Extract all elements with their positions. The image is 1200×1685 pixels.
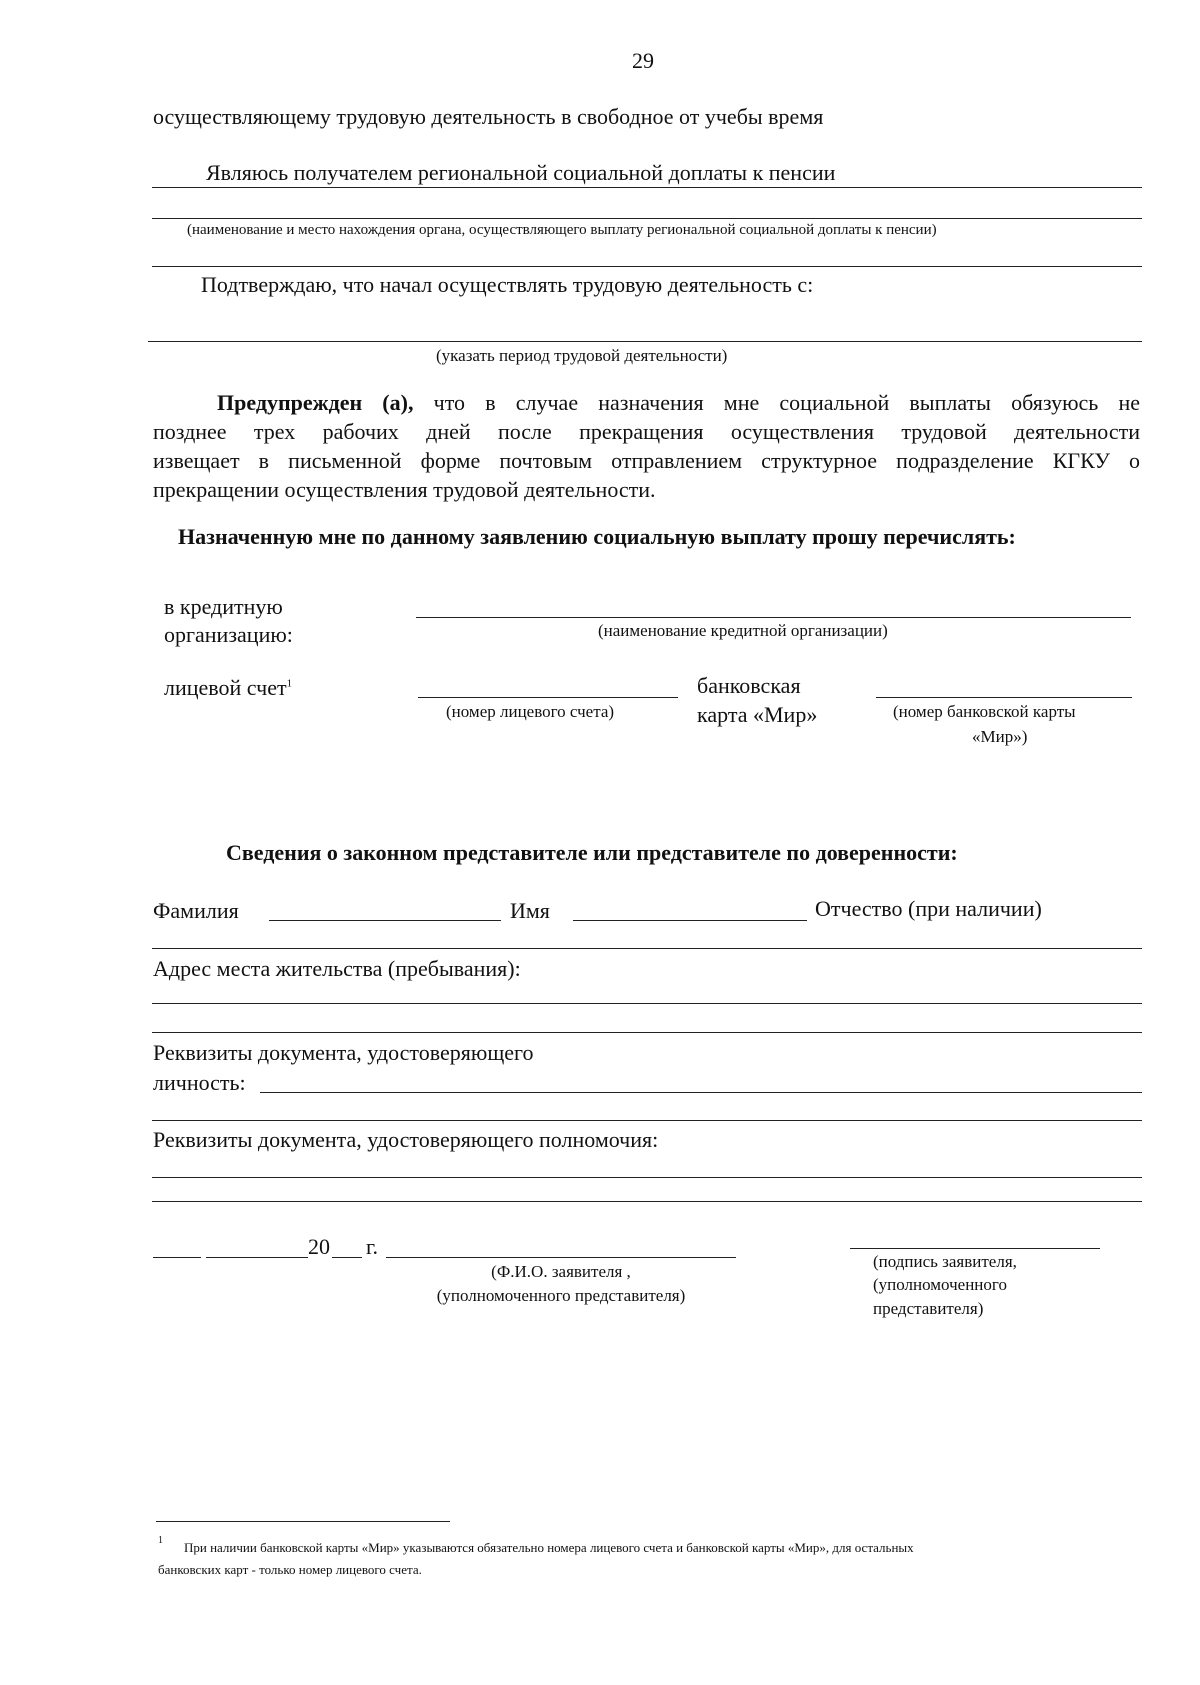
credit-org-input-line[interactable] xyxy=(416,617,1131,618)
signature-input-line[interactable] xyxy=(850,1248,1100,1249)
patronymic-input-line[interactable] xyxy=(152,948,1142,949)
card-caption-1: (номер банковской карты xyxy=(893,702,1076,721)
account-caption: (номер лицевого счета) xyxy=(446,702,615,721)
card-input-line[interactable] xyxy=(876,697,1132,698)
authority-doc-input-line-2[interactable] xyxy=(152,1201,1142,1202)
account-label xyxy=(164,675,292,701)
account-input-line[interactable] xyxy=(418,697,678,698)
footnote-separator xyxy=(156,1521,450,1522)
payment-heading: Назначенную мне по данному заявлению социальную выплату прошу перечислять: xyxy=(178,524,1016,549)
id-doc-label-2: личность: xyxy=(153,1070,246,1095)
warning-line-2: позднее трех рабочих дней после прекращения осуществления трудовой деятельности xyxy=(153,419,1140,444)
id-doc-input-line-2[interactable] xyxy=(152,1120,1142,1121)
page-number: 29 xyxy=(632,48,654,73)
footnote-mark: 1 xyxy=(158,1535,163,1546)
sign-caption-1: (подпись заявителя, xyxy=(873,1252,1017,1271)
period-caption: (указать период трудовой деятельности) xyxy=(436,346,728,365)
date-month-line[interactable] xyxy=(206,1257,308,1258)
authority-doc-label: Реквизиты документа, удостоверяющего полномочия: xyxy=(153,1127,659,1152)
name-input-line[interactable] xyxy=(573,920,807,921)
org-input-line-2[interactable] xyxy=(152,266,1142,267)
patronymic-label: Отчество (при наличии) xyxy=(815,896,1042,921)
fio-caption-1: (Ф.И.О. заявителя , xyxy=(491,1262,631,1281)
recipient-statement: Являюсь получателем региональной социальной доплаты к пенсии xyxy=(206,160,836,185)
date-year-suffix: г. xyxy=(366,1234,379,1259)
org-input-line[interactable] xyxy=(152,218,1142,219)
fio-caption-2: (уполномоченного представителя) xyxy=(436,1286,686,1305)
date-year-prefix: 20 xyxy=(308,1234,330,1259)
authority-doc-input-line-1[interactable] xyxy=(152,1177,1142,1178)
id-doc-label-1: Реквизиты документа, удостоверяющего xyxy=(153,1040,534,1065)
footnote-line-1: При наличии банковской карты «Мир» указываются обязательно номера лицевого счета и банковской карты «Мир», для остальных xyxy=(184,1540,914,1555)
footnote-line-2: банковских карт - только номер лицевого счета. xyxy=(158,1562,422,1577)
representative-heading: Сведения о законном представителе или представителе по доверенности: xyxy=(226,840,958,865)
address-label: Адрес места жительства (пребывания): xyxy=(153,956,521,981)
sign-caption-3: представителя) xyxy=(873,1299,984,1318)
address-input-line-2[interactable] xyxy=(152,1032,1142,1033)
address-input-line-1[interactable] xyxy=(152,1003,1142,1004)
account-label-text: лицевой счет xyxy=(164,675,287,700)
period-input-line[interactable] xyxy=(148,341,1142,342)
warning-line-1 xyxy=(153,390,1140,416)
fio-input-line[interactable] xyxy=(386,1257,736,1258)
recipient-underline xyxy=(152,187,1142,188)
credit-org-caption: (наименование кредитной организации) xyxy=(598,621,888,640)
intro-continuation: осуществляющему трудовую деятельность в свободное от учебы время xyxy=(153,104,824,129)
credit-org-label-1: в кредитную xyxy=(164,594,283,619)
warning-paragraph xyxy=(153,390,1140,503)
confirm-text: Подтверждаю, что начал осуществлять трудовую деятельность с: xyxy=(201,272,814,297)
id-doc-input-line-1[interactable] xyxy=(260,1092,1142,1093)
date-year-line[interactable] xyxy=(332,1257,362,1258)
warning-bold: Предупрежден (а), xyxy=(217,390,414,415)
warning-line-1-rest: что в случае назначения мне социальной выплаты обязуюсь не xyxy=(433,390,1140,415)
org-caption: (наименование и место нахождения органа, осуществляющего выплату региональной социальной доплаты к пенсии) xyxy=(187,222,937,238)
card-caption-2: «Мир») xyxy=(972,727,1028,746)
warning-line-3: извещает в письменной форме почтовым отправлением структурное подразделение КГКУ о xyxy=(153,448,1140,473)
name-label: Имя xyxy=(510,898,550,923)
account-footnote-mark[interactable]: 1 xyxy=(286,677,293,690)
warning-line-4: прекращении осуществления трудовой деятельности. xyxy=(153,477,656,502)
sign-caption-2: (уполномоченного xyxy=(873,1275,1007,1294)
surname-input-line[interactable] xyxy=(269,920,501,921)
credit-org-label-2: организацию: xyxy=(164,622,293,647)
surname-label: Фамилия xyxy=(153,898,239,923)
date-day-line[interactable] xyxy=(153,1257,201,1258)
card-label-1: банковская xyxy=(697,673,801,698)
card-label-2: карта «Мир» xyxy=(697,702,818,727)
